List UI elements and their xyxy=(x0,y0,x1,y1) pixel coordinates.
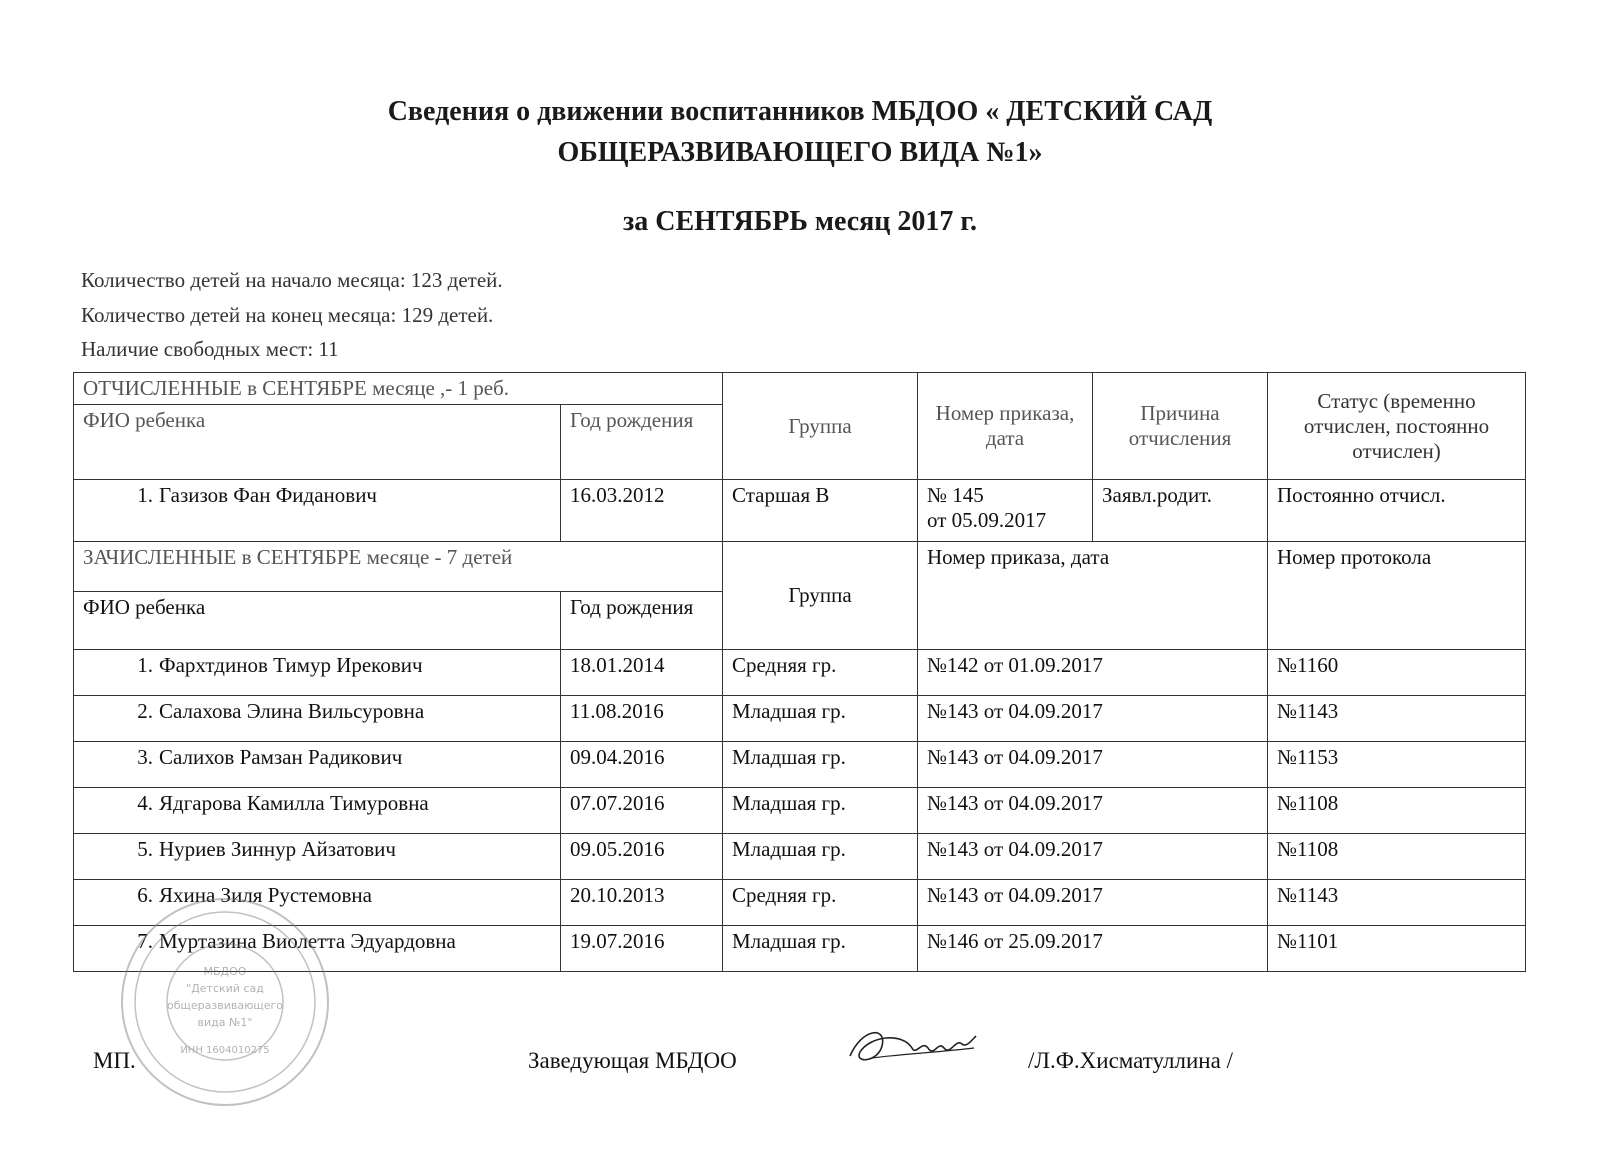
child-name: Муртазина Виолетта Эдуардовна xyxy=(159,929,456,953)
child-birth: 09.05.2016 xyxy=(561,834,723,880)
enrolled-col-name: ФИО ребенка xyxy=(74,592,561,650)
free-places: Наличие свободных мест: 11 xyxy=(81,337,339,361)
row-number: 3. xyxy=(137,745,153,769)
stamp-inn: ИНН 1604010275 xyxy=(180,1045,270,1056)
order: №143 от 04.09.2017 xyxy=(918,880,1268,926)
stamp-text-3: общеразвивающего xyxy=(167,999,283,1012)
head-title: Заведующая МБДОО xyxy=(528,1048,737,1073)
child-name: Фархтдинов Тимур Ирекович xyxy=(159,653,423,677)
order: №143 от 04.09.2017 xyxy=(918,788,1268,834)
order-number: № 145 xyxy=(927,483,984,507)
table-row xyxy=(74,480,1526,542)
stamp-text-1: МБДОО xyxy=(203,965,247,978)
order-cell xyxy=(918,480,1093,542)
child-group: Младшая гр. xyxy=(723,834,918,880)
child-birth: 09.04.2016 xyxy=(561,742,723,788)
enrolled-name-cell xyxy=(74,742,561,788)
document-period: за СЕНТЯБРЬ месяц 2017 г. xyxy=(623,206,977,237)
enrolled-name-cell xyxy=(74,834,561,880)
protocol: №1108 xyxy=(1268,788,1526,834)
stamp-text-2: "Детский сад xyxy=(186,982,264,995)
child-name: Салихов Рамзан Радикович xyxy=(159,745,403,769)
table-row xyxy=(74,834,1526,880)
movement-table xyxy=(73,372,1526,972)
expelled-col-name: ФИО ребенка xyxy=(74,405,561,480)
child-birth: 18.01.2014 xyxy=(561,650,723,696)
order: №142 от 01.09.2017 xyxy=(918,650,1268,696)
expelled-col-group: Группа xyxy=(723,373,918,480)
table-row xyxy=(74,650,1526,696)
protocol: №1108 xyxy=(1268,834,1526,880)
expel-status: Постоянно отчисл. xyxy=(1268,480,1526,542)
protocol: №1143 xyxy=(1268,696,1526,742)
table-row xyxy=(74,742,1526,788)
order: №143 от 04.09.2017 xyxy=(918,742,1268,788)
child-birth: 07.07.2016 xyxy=(561,788,723,834)
table-row xyxy=(74,696,1526,742)
expelled-section-title: ОТЧИСЛЕННЫЕ в СЕНТЯБРЕ месяце ,- 1 реб. xyxy=(74,373,723,405)
enrolled-name-cell xyxy=(74,650,561,696)
document-title-line-1: Сведения о движении воспитанников МБДОО « ДЕТСКИЙ САД xyxy=(387,96,1213,127)
expelled-col-reason: Причина отчисления xyxy=(1093,373,1268,480)
child-birth: 20.10.2013 xyxy=(561,880,723,926)
child-birth: 19.07.2016 xyxy=(561,926,723,972)
stamp-text-4: вида №1" xyxy=(197,1016,253,1029)
enrolled-section-row xyxy=(74,542,1526,592)
document-title-line-2: ОБЩЕРАЗВИВАЮЩЕГО ВИДА №1» xyxy=(557,137,1043,168)
order: №143 от 04.09.2017 xyxy=(918,834,1268,880)
protocol: №1160 xyxy=(1268,650,1526,696)
organization-stamp xyxy=(118,895,333,1110)
child-name: Ядгарова Камилла Тимуровна xyxy=(159,791,429,815)
signature xyxy=(842,1018,982,1078)
expelled-col-status: Статус (временно отчислен, постоянно отчислен) xyxy=(1268,373,1526,480)
child-group: Младшая гр. xyxy=(723,742,918,788)
child-group: Младшая гр. xyxy=(723,788,918,834)
child-name: Газизов Фан Фиданович xyxy=(159,483,377,507)
child-name: Салахова Элина Вильсуровна xyxy=(159,699,425,723)
child-group: Младшая гр. xyxy=(723,696,918,742)
start-count: Количество детей на начало месяца: 123 детей. xyxy=(81,268,503,292)
child-group: Средняя гр. xyxy=(723,880,918,926)
expelled-col-order: Номер приказа, дата xyxy=(918,373,1093,480)
row-number: 4. xyxy=(137,791,153,815)
table-row xyxy=(74,788,1526,834)
row-number: 1. xyxy=(137,483,153,507)
head-name: /Л.Ф.Хисматуллина / xyxy=(1028,1048,1233,1073)
seal-place-label: МП. xyxy=(93,1048,136,1073)
row-number: 1. xyxy=(137,653,153,677)
child-birth: 16.03.2012 xyxy=(561,480,723,542)
expelled-section-row xyxy=(74,373,1526,405)
protocol: №1101 xyxy=(1268,926,1526,972)
enrolled-section-title: ЗАЧИСЛЕННЫЕ в СЕНТЯБРЕ месяце - 7 детей xyxy=(74,542,723,592)
enrolled-col-protocol: Номер протокола xyxy=(1268,542,1526,650)
enrolled-col-birth: Год рождения xyxy=(561,592,723,650)
protocol: №1153 xyxy=(1268,742,1526,788)
order: №143 от 04.09.2017 xyxy=(918,696,1268,742)
row-number: 5. xyxy=(137,837,153,861)
child-birth: 11.08.2016 xyxy=(561,696,723,742)
expel-reason: Заявл.родит. xyxy=(1093,480,1268,542)
child-name: Яхина Зиля Рустемовна xyxy=(159,883,372,907)
row-number: 6. xyxy=(137,883,153,907)
order: №146 от 25.09.2017 xyxy=(918,926,1268,972)
enrolled-name-cell xyxy=(74,788,561,834)
enrolled-col-group: Группа xyxy=(723,542,918,650)
expelled-col-birth: Год рождения xyxy=(561,405,723,480)
enrolled-col-order: Номер приказа, дата xyxy=(918,542,1268,650)
child-group: Младшая гр. xyxy=(723,926,918,972)
child-name: Нуриев Зиннур Айзатович xyxy=(159,837,396,861)
row-number: 2. xyxy=(137,699,153,723)
enrolled-name-cell xyxy=(74,696,561,742)
order-date: от 05.09.2017 xyxy=(927,508,1047,532)
child-group: Средняя гр. xyxy=(723,650,918,696)
protocol: №1143 xyxy=(1268,880,1526,926)
end-count: Количество детей на конец месяца: 129 детей. xyxy=(81,303,494,327)
expelled-name-cell xyxy=(74,480,561,542)
child-group: Старшая В xyxy=(723,480,918,542)
row-number: 7. xyxy=(137,929,153,953)
